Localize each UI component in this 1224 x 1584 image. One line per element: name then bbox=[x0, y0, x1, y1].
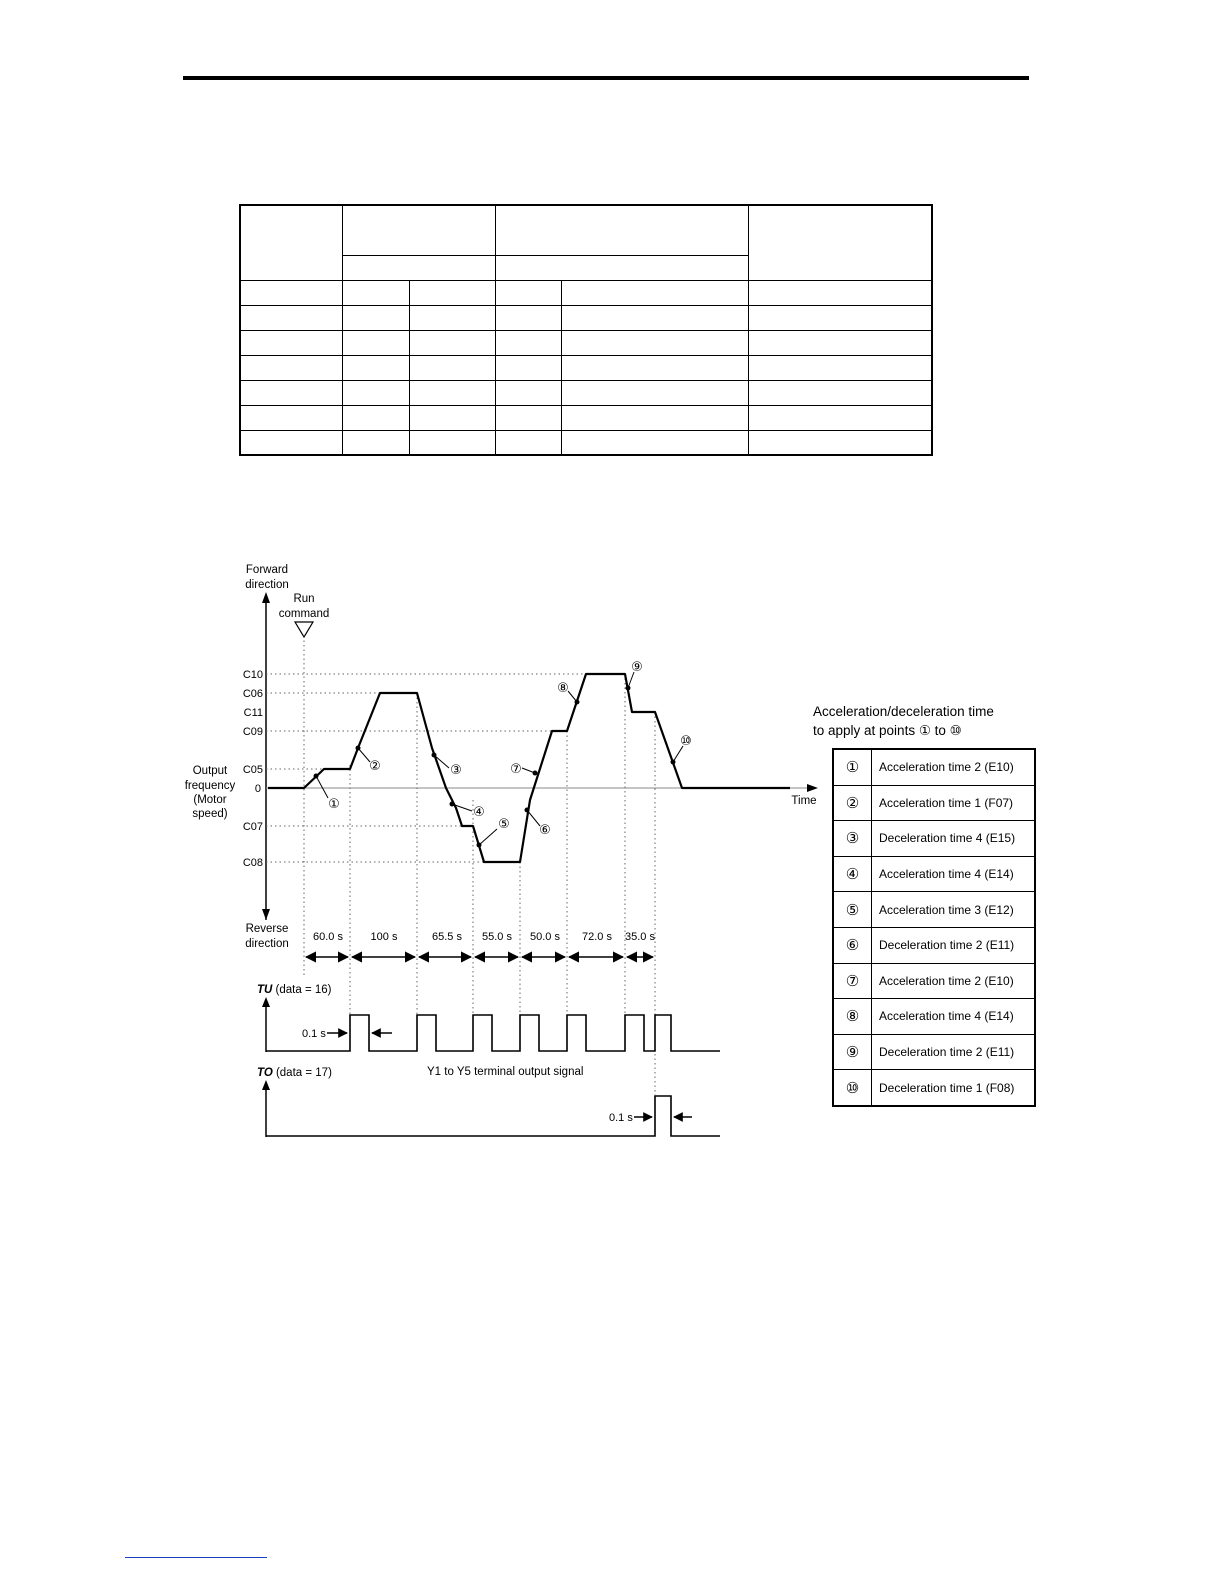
legend-row bbox=[833, 1070, 1035, 1106]
legend-label: Deceleration time 4 (E15) bbox=[872, 821, 1036, 857]
interval-label: 100 s bbox=[370, 931, 398, 943]
footnote-rule bbox=[125, 1557, 267, 1558]
run-command-label: Run bbox=[293, 593, 315, 605]
legend-point: ④ bbox=[833, 856, 872, 892]
legend-row bbox=[833, 749, 1035, 785]
interval-labels bbox=[313, 931, 655, 943]
legend-table bbox=[832, 748, 1036, 1107]
level-label: C08 bbox=[242, 857, 263, 869]
point-label: ⑥ bbox=[539, 822, 551, 837]
terminal-output-caption: Y1 to Y5 terminal output signal bbox=[427, 1066, 584, 1078]
output-frequency-label: speed) bbox=[192, 808, 228, 820]
interval-label: 60.0 s bbox=[313, 931, 343, 943]
legend-label: Acceleration time 2 (E10) bbox=[872, 963, 1036, 999]
legend-point: ⑤ bbox=[833, 892, 872, 928]
point-markers bbox=[314, 686, 676, 848]
legend-point: ⑩ bbox=[833, 1070, 872, 1106]
legend-row bbox=[833, 856, 1035, 892]
level-label: 0 bbox=[254, 783, 261, 795]
level-label: C10 bbox=[242, 669, 263, 681]
legend-row bbox=[833, 963, 1035, 999]
to-pulse bbox=[266, 1096, 720, 1136]
point-label: ⑦ bbox=[510, 761, 522, 776]
tu-axis-arrow bbox=[262, 997, 270, 1007]
y-axis-up-arrow bbox=[262, 592, 270, 603]
legend-row bbox=[833, 1034, 1035, 1070]
level-label: C05 bbox=[242, 764, 263, 776]
forward-direction-label: direction bbox=[245, 579, 289, 591]
output-frequency-label: frequency bbox=[184, 780, 236, 792]
legend-point: ③ bbox=[833, 821, 872, 857]
interval-label: 55.0 s bbox=[482, 931, 512, 943]
point-label: ④ bbox=[473, 804, 485, 819]
point-label: ② bbox=[369, 758, 381, 773]
legend-label: Acceleration time 1 (F07) bbox=[872, 785, 1036, 821]
interval-label: 65.5 s bbox=[432, 931, 462, 943]
legend-row bbox=[833, 785, 1035, 821]
interval-label: 72.0 s bbox=[582, 931, 612, 943]
interval-gridlines bbox=[304, 636, 655, 1095]
level-label: C06 bbox=[242, 688, 263, 700]
level-label: C07 bbox=[242, 821, 263, 833]
level-label: C09 bbox=[242, 726, 263, 738]
point-label: ⑤ bbox=[498, 816, 510, 831]
legend-title bbox=[813, 702, 994, 740]
level-gridlines bbox=[266, 674, 586, 862]
legend-point: ⑦ bbox=[833, 963, 872, 999]
point-label: ① bbox=[328, 796, 340, 811]
legend-label: Deceleration time 2 (E11) bbox=[872, 1034, 1036, 1070]
interval-label: 35.0 s bbox=[625, 931, 655, 943]
legend-label: Deceleration time 1 (F08) bbox=[872, 1070, 1036, 1106]
reverse-direction-label: Reverse bbox=[245, 923, 289, 935]
tu-pulse-width-label: 0.1 s bbox=[302, 1028, 326, 1040]
legend-label: Acceleration time 3 (E12) bbox=[872, 892, 1036, 928]
time-axis-label: Time bbox=[791, 795, 817, 807]
y-axis-down-arrow bbox=[262, 909, 270, 920]
run-command-label: command bbox=[278, 608, 330, 620]
to-axis-arrow bbox=[262, 1080, 270, 1090]
legend-label: Acceleration time 4 (E14) bbox=[872, 856, 1036, 892]
interval-label: 50.0 s bbox=[530, 931, 560, 943]
output-frequency-label: (Motor bbox=[193, 794, 227, 806]
reverse-direction-label: direction bbox=[245, 938, 289, 950]
legend-point: ⑨ bbox=[833, 1034, 872, 1070]
legend-point: ① bbox=[833, 749, 872, 785]
point-label: ⑧ bbox=[557, 680, 569, 695]
to-signal-label: TO (data = 17) bbox=[257, 1067, 332, 1079]
point-labels bbox=[328, 659, 692, 837]
point-label: ⑨ bbox=[631, 659, 643, 674]
level-label: C11 bbox=[243, 707, 263, 719]
output-frequency-label: Output bbox=[192, 765, 228, 777]
legend-title-line: to apply at points ① to ⑩ bbox=[813, 723, 962, 738]
legend-point: ⑧ bbox=[833, 999, 872, 1035]
point-label: ⑩ bbox=[680, 733, 692, 748]
legend-row bbox=[833, 999, 1035, 1035]
legend-label: Acceleration time 4 (E14) bbox=[872, 999, 1036, 1035]
legend-point: ② bbox=[833, 785, 872, 821]
level-labels bbox=[243, 669, 263, 869]
legend-label: Acceleration time 2 (E10) bbox=[872, 749, 1036, 785]
forward-direction-label: Forward bbox=[245, 564, 289, 576]
legend-row bbox=[833, 892, 1035, 928]
x-axis-arrow bbox=[807, 784, 818, 792]
legend-row bbox=[833, 821, 1035, 857]
legend-label: Deceleration time 2 (E11) bbox=[872, 927, 1036, 963]
axis-labels bbox=[185, 564, 817, 950]
legend-point: ⑥ bbox=[833, 927, 872, 963]
tu-signal-label: TU (data = 16) bbox=[257, 984, 332, 996]
point-label: ③ bbox=[450, 762, 462, 777]
frequency-profile-line bbox=[268, 674, 790, 862]
run-command-marker bbox=[295, 622, 313, 637]
to-pulse-width-label: 0.1 s bbox=[609, 1112, 633, 1124]
legend-row bbox=[833, 927, 1035, 963]
legend-title-line: Acceleration/deceleration time bbox=[813, 704, 994, 719]
